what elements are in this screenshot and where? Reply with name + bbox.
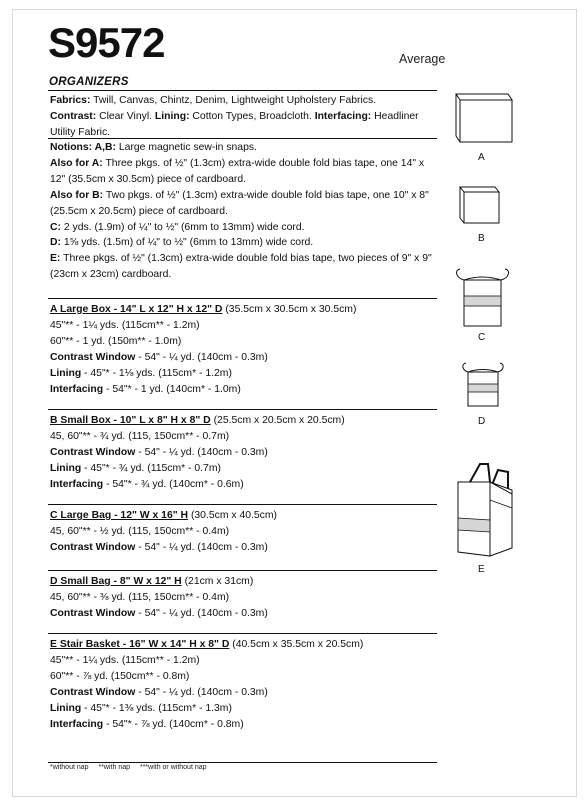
category-heading: ORGANIZERS — [49, 76, 129, 88]
small-box-illustration — [455, 184, 505, 226]
view-e-yardage — [50, 637, 438, 732]
view-e-label: E — [478, 564, 485, 575]
materials-section — [50, 93, 438, 141]
contrast-line: Contrast: Clear Vinyl. Lining: Cotton Types, Broadcloth. Interfacing: Headliner Utility Fabric. — [50, 110, 419, 138]
pattern-number: S9572 — [48, 19, 165, 66]
view-b-yardage — [50, 413, 438, 493]
divider — [48, 633, 437, 634]
yardage-row: Interfacing - 54"* - ¾ yd. (140cm* - 0.6m) — [50, 478, 244, 490]
yardage-row: Contrast Window - 54" - ¼ yd. (140cm - 0.3m) — [50, 351, 268, 363]
fabrics-line: Fabrics: Twill, Canvas, Chintz, Denim, Lightweight Upholstery Fabrics. — [50, 95, 377, 106]
view-d-title: D Small Bag - 8" W x 12" H (21cm x 31cm) — [50, 576, 254, 587]
divider — [48, 138, 437, 139]
skill-level: Average — [399, 52, 446, 66]
yardage-row: Lining - 45"* - 1⅜ yds. (115cm* - 1.3m) — [50, 702, 232, 714]
yardage-row: 45"** - 1¼ yds. (115cm** - 1.2m) — [50, 319, 200, 331]
large-box-illustration — [448, 90, 518, 145]
divider — [48, 298, 437, 299]
footnotes: *without nap **with nap ***with or without nap — [50, 764, 207, 771]
yardage-row: 60"** - 1 yd. (150m** - 1.0m) — [50, 335, 182, 347]
view-b-title: B Small Box - 10" L x 8" H x 8" D (25.5cm x 20.5cm x 20.5cm) — [50, 415, 345, 426]
small-bag-illustration — [458, 360, 508, 410]
divider — [48, 762, 437, 763]
view-c-title: C Large Bag - 12" W x 16" H (30.5cm x 40.5cm) — [50, 510, 277, 521]
view-e-title: E Stair Basket - 16" W x 14" H x 8" D (40.5cm x 35.5cm x 20.5cm) — [50, 639, 364, 650]
notions-section: Notions: A,B: Large magnetic sew-in snaps. Also for A: Three pkgs. of ½" (1.3cm) extra-wide double fold bias tape, one 14" x 12" (35.5cm x 30.5cm) piece of cardboard. Also for B: Two pkgs. of ½" (1.3cm) extra-wide double fold bias tape, one 10" x 8" (25.5cm x 20.5cm) piece of cardboard. C: 2 yds. (1.9m) of ¼" to ½" (6mm to 13mm) wide cord. D: 1⅝ yds. (1.5m) of ¼" to ½" (6mm to 13mm) wide cord. E: Three pkgs. of ½" (1.3cm) extra-wide double fold bias tape, two pieces of 9" x 9" (23cm x 23cm) cardboard. — [50, 142, 432, 281]
yardage-row: Contrast Window - 54" - ¼ yd. (140cm - 0.3m) — [50, 541, 268, 553]
stair-basket-illustration — [450, 460, 520, 560]
divider — [48, 504, 437, 505]
yardage-row: Contrast Window - 54" - ¼ yd. (140cm - 0.3m) — [50, 686, 268, 698]
yardage-row: 45"** - 1¼ yds. (115cm** - 1.2m) — [50, 654, 200, 666]
yardage-row: Lining - 45"* - ¾ yd. (115cm* - 0.7m) — [50, 462, 221, 474]
divider — [48, 90, 437, 91]
yardage-row: Interfacing - 54"* - ⅞ yd. (140cm* - 0.8m) — [50, 718, 244, 730]
divider — [48, 409, 437, 410]
yardage-row: Interfacing - 54"* - 1 yd. (140cm* - 1.0m) — [50, 383, 241, 395]
yardage-row: Lining - 45"* - 1⅛ yds. (115cm* - 1.2m) — [50, 367, 232, 379]
view-c-yardage — [50, 508, 438, 556]
yardage-row: 45, 60"** - ½ yd. (115, 150cm** - 0.4m) — [50, 525, 230, 537]
view-a-label: A — [478, 152, 485, 163]
yardage-row: 45, 60"** - ¾ yd. (115, 150cm** - 0.7m) — [50, 430, 230, 442]
yardage-row: 45, 60"** - ⅜ yd. (115, 150cm** - 0.4m) — [50, 591, 230, 603]
view-c-label: C — [478, 332, 486, 343]
view-b-label: B — [478, 233, 485, 244]
view-a-yardage — [50, 302, 438, 397]
divider — [48, 570, 437, 571]
view-a-title: A Large Box - 14" L x 12" H x 12" D (35.5cm x 30.5cm x 30.5cm) — [50, 304, 357, 315]
view-d-yardage — [50, 574, 438, 622]
large-bag-illustration — [450, 266, 515, 328]
view-d-label: D — [478, 416, 486, 427]
yardage-row: Contrast Window - 54" - ¼ yd. (140cm - 0.3m) — [50, 446, 268, 458]
yardage-row: 60"** - ⅞ yd. (150cm** - 0.8m) — [50, 670, 190, 682]
yardage-row: Contrast Window - 54" - ¼ yd. (140cm - 0.3m) — [50, 607, 268, 619]
